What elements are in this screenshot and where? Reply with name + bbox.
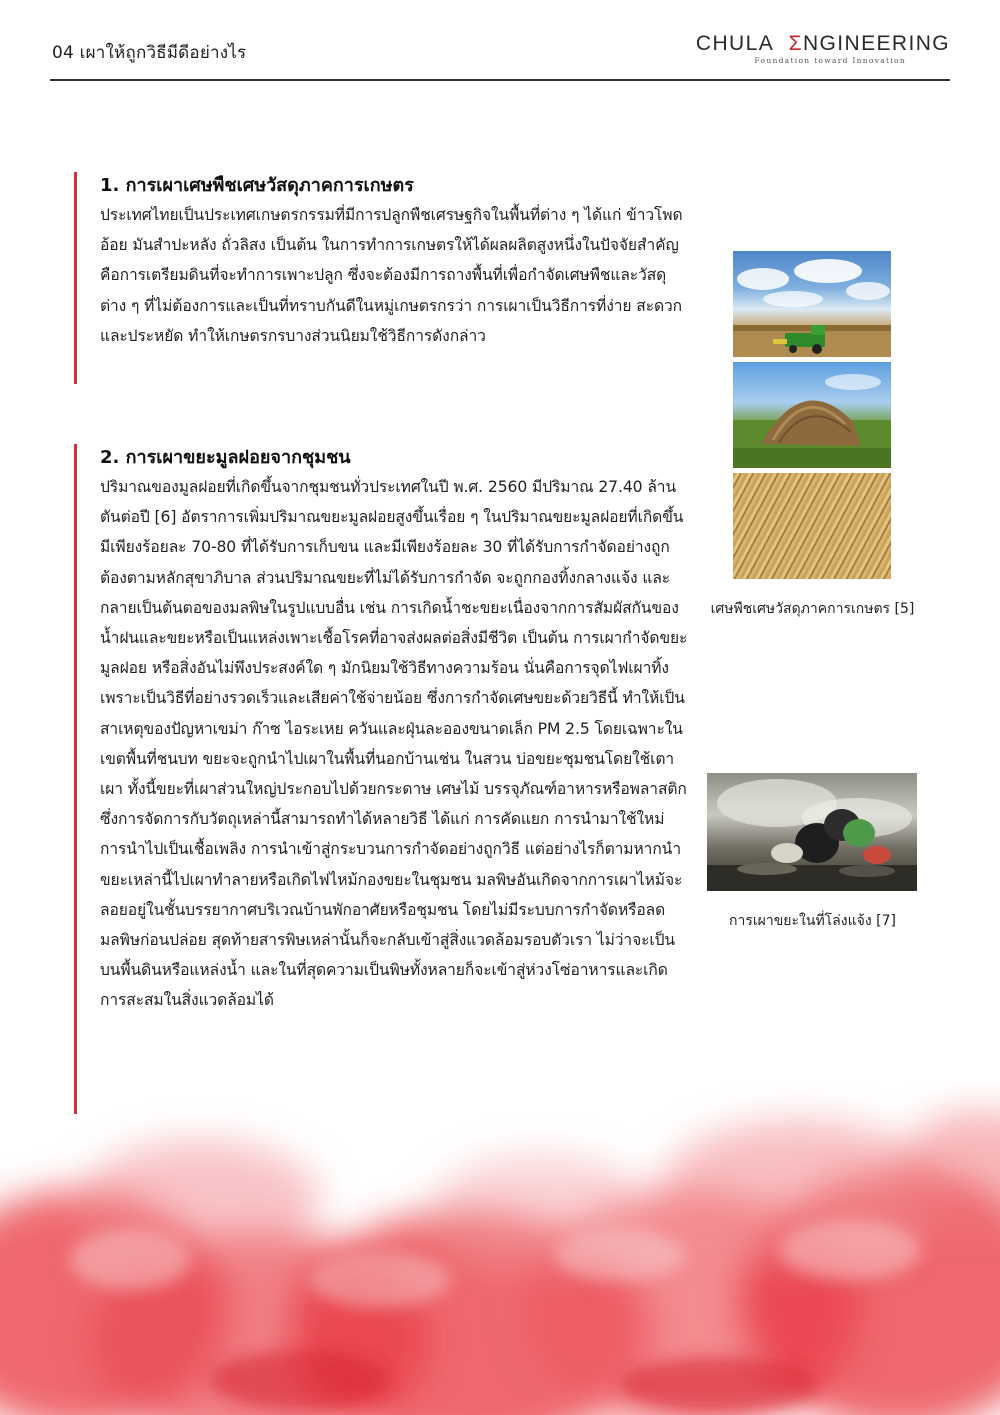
section-body: ประเทศไทยเป็นประเทศเกษตรกรรมที่มีการปลูกพืชเศรษฐกิจในพื้นที่ต่าง ๆ ได้แก่ ข้าวโพด อ้อย มันสำปะหลัง ถั่วลิสง เป็นต้น ในการทำการเกษตรให้ได้ผลผลิตสูงหนึ่งในปัจจัยสำคัญคือการเตรียมดินที่จะทำการเพาะปลูก ซึ่งจะต้องมีการถางพื้นที่เพื่อกำจัดเศษพืชและวัสดุต่าง ๆ ที่ไม่ต้องการและเป็นที่ทราบกันดีในหมู่เกษตรกรว่า การเผาเป็นวิธีการที่ง่าย สะดวกและประหยัด ทำให้เกษตรกรบางส่วนนิยมใช้วิธีการดังกล่าว xyxy=(100,206,683,345)
harvester-field-photo xyxy=(733,251,891,357)
logo-tagline: Foundation toward Innovation xyxy=(754,56,906,65)
section-heading: 1. การเผาเศษพืชเศษวัสดุภาคการเกษตร xyxy=(100,175,414,196)
red-smoke-decoration xyxy=(0,1080,1000,1415)
haystack-photo xyxy=(733,362,891,468)
logo-sigma-icon: Σ xyxy=(788,32,803,55)
agri-figure-caption: เศษพืชเศษวัสดุภาคการเกษตร [5] xyxy=(710,601,915,617)
dry-straw-photo xyxy=(733,473,891,579)
chula-engineering-logo xyxy=(696,33,950,65)
burning-waste-photo xyxy=(707,773,917,891)
burning-figure-caption: การเผาขยะในที่โล่งแจ้ง [7] xyxy=(729,913,896,929)
section-community-waste-burning xyxy=(74,444,690,1114)
logo-part-engineering: NGINEERING xyxy=(802,32,950,55)
header-divider xyxy=(50,79,950,81)
section-agricultural-burning xyxy=(74,172,690,384)
section-heading: 2. การเผาขยะมูลฝอยจากชุมชน xyxy=(100,447,351,468)
page-title: 04 เผาให้ถูกวิธีมีดีอย่างไร xyxy=(52,43,247,63)
logo-wordmark xyxy=(696,33,950,55)
logo-part-chula: CHULA xyxy=(695,32,775,55)
section-body: ปริมาณของมูลฝอยที่เกิดขึ้นจากชุมชนทั่วประเทศในปี พ.ศ. 2560 มีปริมาณ 27.40 ล้านตันต่อปี [6] อัตราการเพิ่มปริมาณขยะมูลฝอยสูงขึ้นเรื่อย ๆ ในปริมาณขยะมูลฝอยที่เกิดขึ้นมีเพียงร้อยละ 70-80 ที่ได้รับการเก็บขน และมีเพียงร้อยละ 30 ที่ได้รับการกำจัดอย่างถูกต้องตามหลักสุขาภิบาล ส่วนปริมาณขยะที่ไม่ได้รับการกำจัด จะถูกกองทิ้งกลางแจ้ง และกลายเป็นต้นตอของมลพิษในรูปแบบอื่น เช่น การเกิดน้ำชะขยะเนื่องจากการสัมผัสกันของน้ำฝนและขยะหรือเป็นแหล่งเพาะเชื้อโรคที่อาจส่งผลต่อสิ่งมีชีวิต เป็นต้น การเผากำจัดขยะมูลฝอย หรือสิ่งอันไม่พึงประสงค์ใด ๆ มักนิยมใช้วิธีทางความร้อน นั่นคือการจุดไฟเผาทิ้ง เพราะเป็นวิธีที่อย่างรวดเร็วและเสียค่าใช้จ่ายน้อย ซึ่งการกำจัดเศษขยะด้วยวิธีนี้ ทำให้เป็นสาเหตุของปัญหาเขม่า ก๊าซ ไอระเหย ควันและฝุ่นละอองขนาดเล็ก PM 2.5 โดยเฉพาะในเขตพื้นที่ชนบท ขยะจะถูกนำไปเผาในพื้นที่นอกบ้านเช่น ในสวน บ่อขยะชุมชนโดยใช้เตาเผา ทั้งนี้ขยะที่เผาส่วนใหญ่ประกอบไปด้วยกระดาษ เศษไม้ บรรจุภัณฑ์อาหารหรือพลาสติก ซึ่งการจัดการกับวัตถุเหล่านี้สามารถทำได้หลายวิธี ได้แก่ การคัดแยก การนำมาใช้ใหม่ การนำไปเป็นเชื้อเพลิง การนำเข้าสู่กระบวนการกำจัดอย่างถูกวิธี แต่อย่างไรก็ตามหากนำขยะเหล่านี้ไปเผาทำลายหรือเกิดไฟไหม้กองขยะในชุมชน มลพิษอันเกิดจากการเผาไหม้จะลอยอยู่ในชั้นบรรยากาศบริเวณบ้านพักอาศัยหรือชุมชน โดยไม่มีระบบการกำจัดหรือลดมลพิษก่อนปล่อย สุดท้ายสารพิษเหล่านั้นก็จะกลับเข้าสู่สิ่งแวดล้อมรอบตัวเรา ไม่ว่าจะเป็นบนพื้นดินหรือแหล่งน้ำ และในที่สุดความเป็นพิษทั้งหลายก็จะเข้าสู่ห่วงโซ่อาหารและเกิดการสะสมในสิ่งแวดล้อมได้ xyxy=(100,478,688,1010)
